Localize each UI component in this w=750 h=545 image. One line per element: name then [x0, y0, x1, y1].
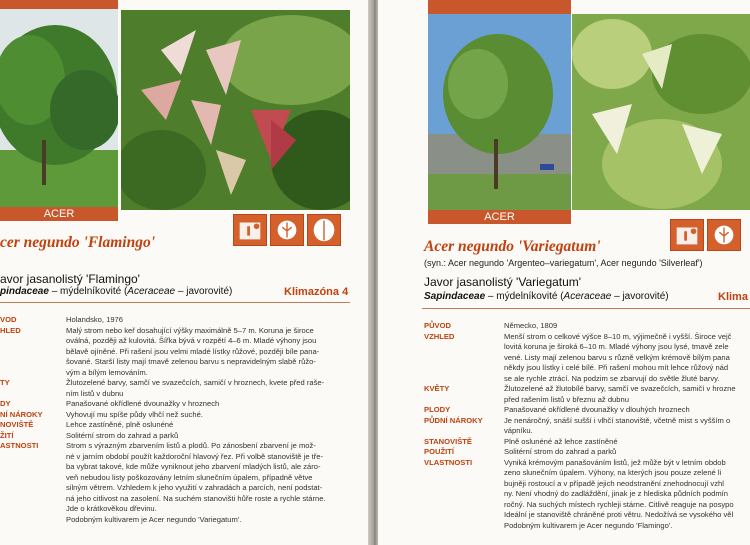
- info-text: Holandsko, 1976: [66, 315, 123, 324]
- info-row: [424, 321, 750, 332]
- info-row: [0, 431, 350, 442]
- info-label: [0, 462, 66, 473]
- top-accent-bar: [0, 0, 118, 9]
- info-text: šované. Starší listy mají tmavě zelenou barvu s nepravidelným slabě růžo-: [66, 357, 316, 366]
- info-text: před rašením listů v březnu až dubnu: [504, 394, 629, 404]
- family-alt-latin: Aceraceae: [563, 291, 612, 302]
- family-line: [424, 291, 669, 302]
- genus-bar: ACER: [428, 210, 571, 224]
- info-row: [0, 494, 350, 505]
- family-czech: – mýdelníkovité (: [485, 291, 564, 302]
- care-icons: [670, 219, 741, 251]
- climate-zone: Klimazóna 4: [284, 286, 349, 298]
- family-alt-czech: – javorovité): [611, 291, 669, 302]
- info-row: [0, 410, 350, 421]
- crown-shape-icon: [270, 214, 304, 246]
- info-text: se ale rychle ztrácí. Na podzim se zbarvují do světle žluté barvy.: [504, 373, 720, 383]
- info-row: [0, 483, 350, 494]
- info-text: zeno slunečním úpalem. Výhony, na kterých jsou pouze zelené li: [504, 468, 722, 477]
- info-row: [0, 420, 350, 431]
- family-latin: Sapindaceae: [424, 291, 486, 302]
- info-row: [424, 332, 750, 343]
- info-text: bujněji rostoucí a v případě jejich neodstranění znehodnocují vzhl: [504, 478, 724, 488]
- info-text: Žlutozelené barvy, samčí ve svazečcích, samičí v hroznech, kvete před raše-: [66, 378, 325, 387]
- info-row: [424, 489, 750, 500]
- tree-photo: [428, 14, 571, 210]
- synonyms: (syn.: Acer negundo 'Argenteo–variegatum', Acer negundo 'Silverleaf'): [424, 258, 703, 268]
- info-label: HLED: [0, 325, 21, 335]
- info-text: Strom s výrazným zbarvením listů a plodů. Po zánosbení zbarvení je mož-: [66, 441, 316, 450]
- info-label: [424, 489, 504, 500]
- leaf-type-icon: [307, 214, 341, 246]
- info-text: ná jeho citlivost na zasolení. Na suchém stanovišti hůře roste a rychle stárne.: [66, 493, 326, 503]
- info-row: [0, 326, 350, 337]
- info-row: [0, 357, 350, 368]
- info-text: Malý strom nebo keř dosahující výšky maximálně 5–7 m. Koruna je široce: [66, 325, 314, 335]
- tree-photo: [0, 0, 118, 210]
- info-label: [0, 473, 66, 484]
- info-text: vené. Listy mají zelenou barvu s různě velkým krémově bílým pana: [504, 352, 730, 362]
- info-label: ASTNOSTI: [0, 441, 39, 450]
- info-text: né v jarním období použít každoroční hlavový řez. Při volbě stanoviště je tře-: [66, 451, 324, 461]
- info-label: [424, 479, 504, 490]
- info-text: ním listů v dubnu: [66, 388, 124, 398]
- info-text: Vyhovují mu spíše půdy vlhčí než suché.: [66, 409, 203, 419]
- info-text: Lehce zastíněné, plně oslunéné: [66, 420, 174, 429]
- info-row: [424, 468, 750, 479]
- right-page: [378, 0, 750, 545]
- info-label: ŽITÍ: [0, 430, 14, 440]
- info-label: TY: [0, 378, 10, 387]
- info-text: Podobným kultivarem je Acer negundo 'Flamingo'.: [504, 520, 673, 530]
- info-row: [0, 452, 350, 463]
- info-text: Ideální je stanoviště chráněné proti větru. Nedožívá se vysokého věl: [504, 510, 734, 519]
- info-text: Německo, 1809: [504, 321, 558, 330]
- info-text: Jde o krátkověkou dřevinu.: [66, 504, 157, 513]
- top-accent-bar: [428, 0, 571, 14]
- info-label: NÍ NÁROKY: [0, 409, 43, 419]
- info-text: ny. Není vhodný do zadláždění, jinak je z hlediska půdních podmín: [504, 489, 729, 498]
- info-label: [0, 368, 66, 379]
- info-text: lovitá koruna je široká 6–10 m. Mladé výhony jsou lysé, tmavě zele: [504, 342, 729, 351]
- leaf-photo: [121, 10, 350, 210]
- info-label: PLODY: [424, 405, 451, 414]
- info-row: [424, 353, 750, 364]
- family-latin: pindaceae: [0, 286, 49, 297]
- info-row: [0, 504, 350, 515]
- care-icons: [233, 214, 341, 246]
- info-row: [0, 462, 350, 473]
- left-page: [0, 0, 372, 545]
- info-row: [0, 315, 350, 326]
- family-czech: – mýdelníkovité (: [48, 286, 128, 297]
- crown-shape-icon: [707, 219, 741, 251]
- info-label: STANOVIŠTĚ: [424, 436, 472, 446]
- info-row: [0, 399, 350, 410]
- info-label: [424, 363, 504, 374]
- info-label: [424, 426, 504, 437]
- info-row: [424, 374, 750, 385]
- info-text: vým a bílým lemováním.: [66, 367, 148, 377]
- info-row: [0, 378, 350, 389]
- info-text: silným větrem. Vzhledem k jeho využití v zahradách a parcích, není podstat-: [66, 483, 323, 492]
- info-label: [0, 504, 66, 515]
- info-row: [424, 395, 750, 406]
- info-row: [0, 368, 350, 379]
- info-label: VLASTNOSTI: [424, 457, 473, 467]
- family-alt-czech: – javorovité): [175, 286, 233, 297]
- info-row: [424, 437, 750, 448]
- info-label: [424, 521, 504, 532]
- info-row: [0, 347, 350, 358]
- info-row: [424, 447, 750, 458]
- info-label: VZHLED: [424, 331, 455, 341]
- info-text: Panašované okřídlené dvounažky v dlouhých hroznech: [504, 405, 690, 414]
- info-text: někdy jsou lístky i celé bílé. Při rašení mohou mít lehce růžový nád: [504, 363, 729, 372]
- info-row: [424, 342, 750, 353]
- info-row: [424, 363, 750, 374]
- info-row: [424, 521, 750, 532]
- info-text: Je nenáročný, snáší sušší i vlhčí stanoviště, včetně mist s vyšším o: [504, 415, 731, 425]
- family-alt-latin: Aceraceae: [127, 286, 176, 297]
- info-label: [424, 395, 504, 406]
- info-row: [424, 510, 750, 521]
- info-text: Menší strom o celkové výšce 8–10 m, výjimečně i vyšší. Široce vejč: [504, 331, 732, 341]
- info-label: PŮDNÍ NÁROKY: [424, 415, 483, 425]
- description-rows: [424, 321, 750, 531]
- description-rows: [0, 315, 350, 525]
- info-label: NOVIŠTĚ: [0, 420, 34, 429]
- info-row: [424, 458, 750, 469]
- info-row: [424, 384, 750, 395]
- czech-name: Javor jasanolistý 'Variegatum': [424, 275, 582, 289]
- info-label: [424, 500, 504, 511]
- info-text: Solitérní strom do zahrad a parků: [504, 447, 617, 456]
- family-line: [0, 286, 232, 297]
- info-label: [0, 347, 66, 358]
- info-row: [0, 515, 350, 526]
- info-text: ročný. Na suchých místech rychleji stárne. Citlivě reaguje na posypo: [504, 499, 734, 509]
- info-text: Panašované okřídlené dvounažky v hroznech: [66, 399, 220, 408]
- info-label: [0, 336, 66, 347]
- info-text: ba vybrat takové, kde může vyniknout jeho zbarvení mladých listů, ale záro-: [66, 462, 321, 471]
- info-text: vápníku.: [504, 426, 533, 435]
- info-text: Podobným kultivarem je Acer negundo 'Variegatum'.: [66, 514, 242, 524]
- cultivar-title: Acer negundo 'Variegatum': [424, 238, 601, 255]
- info-label: [0, 357, 66, 368]
- info-label: KVĚTY: [424, 384, 450, 393]
- cultivar-title: cer negundo 'Flamingo': [0, 234, 156, 251]
- info-text: bělavě ojíněné. Při rašení jsou velmi mladé lístky růžové, později bíle pana-: [66, 346, 320, 356]
- info-row: [0, 389, 350, 400]
- info-label: [424, 468, 504, 479]
- info-label: VOD: [0, 315, 17, 324]
- info-label: [424, 510, 504, 521]
- info-text: Vyniká krémovým panašováním listů, jež může být v letním obdob: [504, 457, 726, 467]
- info-label: [0, 389, 66, 400]
- info-label: POUŽITÍ: [424, 447, 454, 456]
- info-label: [424, 342, 504, 353]
- info-label: [0, 452, 66, 463]
- info-label: DY: [0, 399, 11, 408]
- info-row: [424, 416, 750, 427]
- info-text: Solitérní strom do zahrad a parků: [66, 430, 179, 440]
- info-label: PŮVOD: [424, 321, 452, 330]
- info-row: [424, 479, 750, 490]
- genus-bar: ACER: [0, 207, 118, 221]
- info-text: veň nebudou listy poškozovány letním slunečním úpalem, případně větve: [66, 472, 313, 482]
- info-text: Žlutozelené až žlutobílé barvy, samčí ve svazečcích, samičí v hrozne: [504, 384, 736, 393]
- divider: [0, 302, 350, 303]
- info-row: [0, 473, 350, 484]
- sun-exposure-icon: [670, 219, 704, 251]
- sun-exposure-icon: [233, 214, 267, 246]
- info-text: Plně oslunéné až lehce zastíněné: [504, 436, 618, 446]
- info-label: [0, 483, 66, 494]
- info-label: [424, 353, 504, 364]
- info-label: [424, 374, 504, 385]
- info-row: [0, 336, 350, 347]
- info-label: [0, 494, 66, 505]
- info-row: [0, 441, 350, 452]
- climate-zone: Klima: [718, 291, 748, 303]
- czech-name: avor jasanolistý 'Flamingo': [0, 272, 140, 286]
- info-label: [0, 515, 66, 526]
- info-row: [424, 426, 750, 437]
- info-row: [424, 500, 750, 511]
- leaf-photo: [572, 14, 750, 210]
- info-row: [424, 405, 750, 416]
- info-text: oválná, později až kulovitá. Šířka bývá v rozpětí 4–6 m. Mladé výhony jsou: [66, 336, 317, 345]
- divider: [422, 308, 750, 309]
